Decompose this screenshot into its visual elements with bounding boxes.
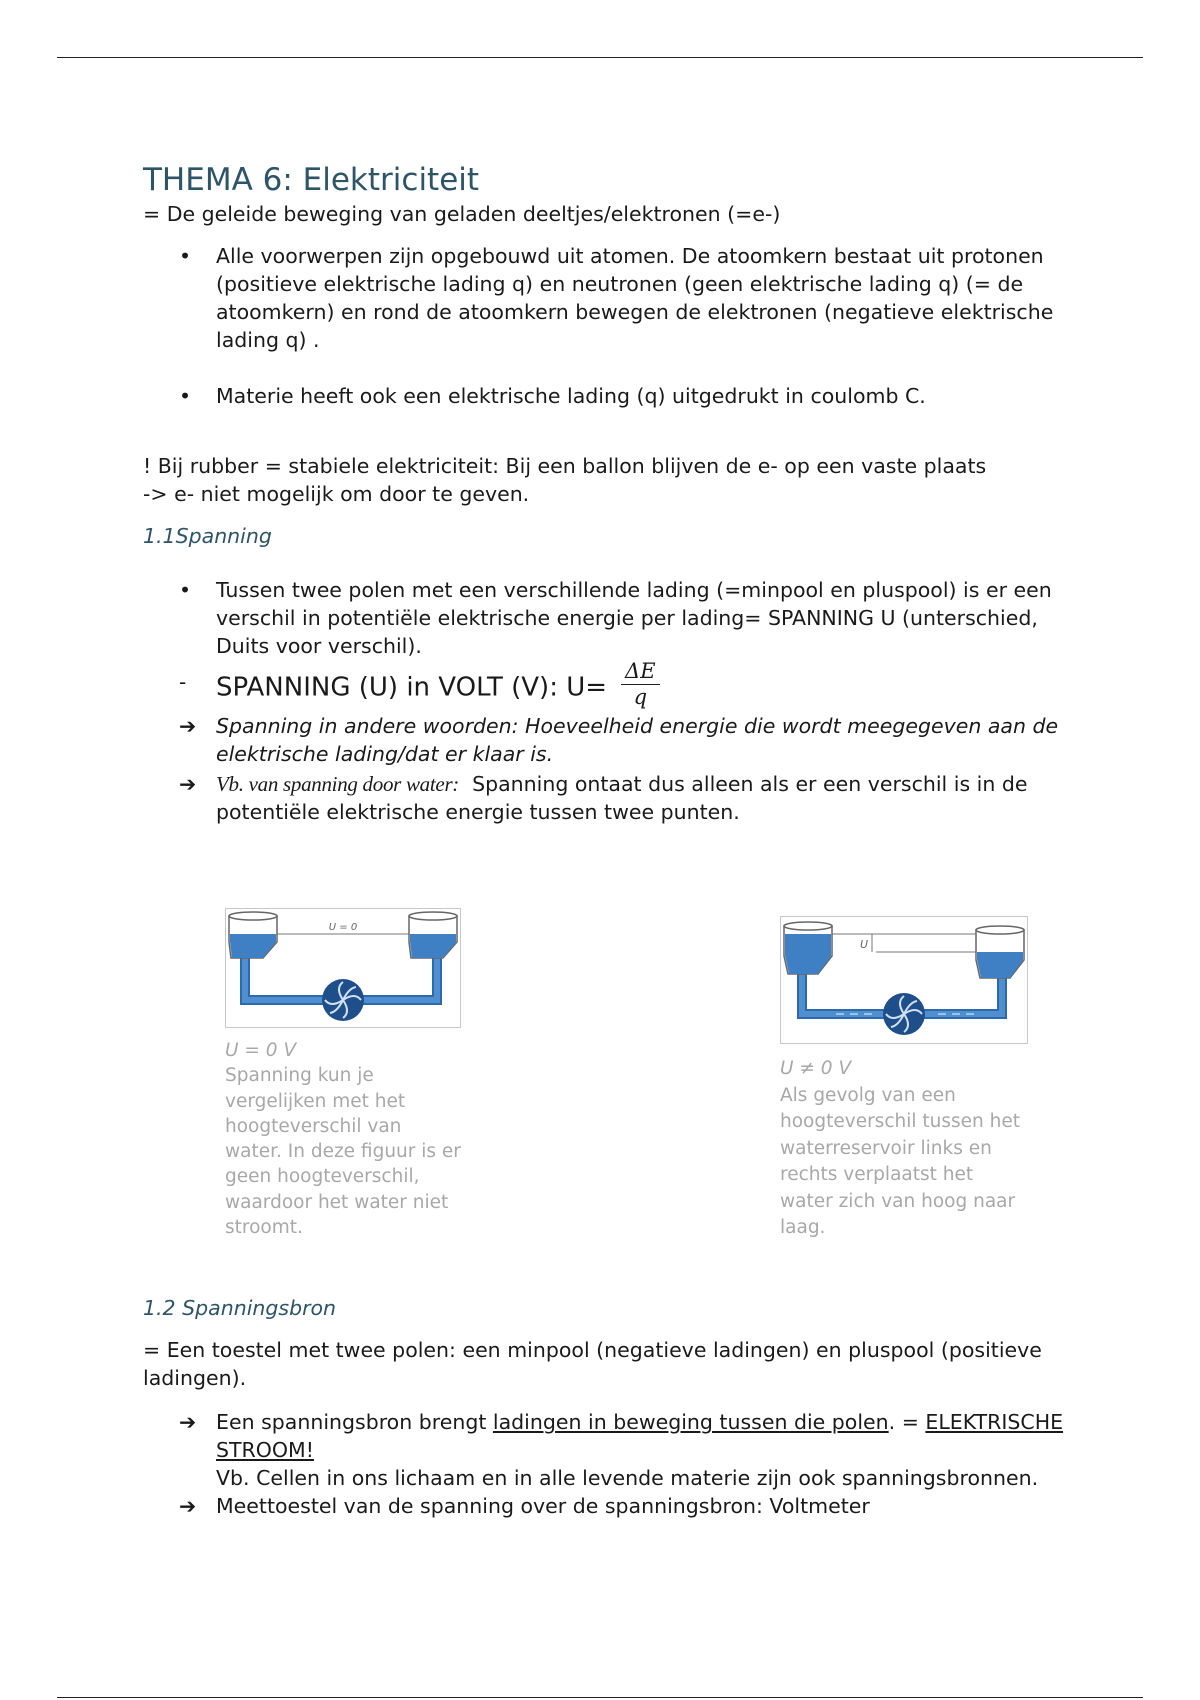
caption-text: Spanning kun je vergelijken met het hoogteverschil van water. In deze figuur is er geen hoogteverschil, waardoor het water niet stroomt. bbox=[225, 1065, 461, 1239]
figure-right-caption bbox=[780, 1056, 1028, 1242]
reservoir-left-rim bbox=[229, 912, 277, 920]
arrow-right-icon: ➔ bbox=[179, 772, 197, 796]
arrow-text-pre: Een spanningsbron brengt bbox=[216, 1410, 493, 1434]
figure-top-label: U = 0 bbox=[328, 922, 358, 933]
arrow-text: Spanning ontaat dus alleen als er een verschil is in de potentiële elektrische energie tussen twee punten. bbox=[216, 772, 1028, 824]
formula-denominator: q bbox=[633, 685, 648, 709]
formula-text: SPANNING (U) in VOLT (V): U= bbox=[216, 672, 608, 703]
arrow-text: Spanning in andere woorden: Hoeveelheid energie die wordt meegegeven aan de elektrische lading/dat er klaar is. bbox=[216, 714, 1059, 766]
bullet-dot-icon: • bbox=[179, 578, 192, 602]
water-diagram-unequal bbox=[780, 916, 1028, 1044]
water-diagram-equal bbox=[225, 908, 461, 1028]
note-line: ! Bij rubber = stabiele elektriciteit: Bij een ballon blijven de e- op een vaste plaats bbox=[143, 454, 987, 478]
arrow-item bbox=[143, 1408, 1083, 1492]
section-heading: 1.2 Spanningsbron bbox=[143, 1296, 337, 1320]
bullet-text: Materie heeft ook een elektrische lading (q) uitgedrukt in coulomb C. bbox=[216, 384, 926, 408]
underlined-text: ladingen in beweging tussen die polen bbox=[492, 1410, 889, 1434]
arrow-text-post: . = bbox=[888, 1410, 926, 1434]
arrow-right-icon: ➔ bbox=[179, 1494, 197, 1518]
dash-icon: - bbox=[179, 670, 187, 694]
figure-left bbox=[225, 908, 461, 1240]
bullet-item bbox=[143, 576, 1083, 660]
reservoir-right-rim bbox=[409, 912, 457, 920]
formula-numerator: ΔE bbox=[621, 660, 660, 685]
header-rule bbox=[57, 57, 1143, 58]
reservoir-right-rim bbox=[976, 926, 1024, 934]
formula-fraction bbox=[621, 660, 660, 708]
arrow-right-icon: ➔ bbox=[179, 714, 197, 738]
page-title: THEMA 6: Elektriciteit bbox=[143, 162, 480, 198]
formula-line bbox=[143, 659, 1083, 712]
caption-text: Als gevolg van een hoogteverschil tussen het waterreservoir links en rechts verplaatst het water zich van hoog naar laag. bbox=[780, 1084, 1020, 1238]
document-body bbox=[143, 160, 1083, 1520]
bullet-dot-icon: • bbox=[179, 384, 192, 408]
section-heading: 1.1Spanning bbox=[143, 524, 272, 548]
definition: = De geleide beweging van geladen deeltjes/elektronen (=e-) bbox=[143, 202, 781, 226]
arrow-item bbox=[143, 1492, 1083, 1520]
caption-label: U = 0 V bbox=[225, 1040, 297, 1061]
underlined-text: ELEKTRISCHE STROOM! bbox=[216, 1410, 1064, 1462]
figure-right bbox=[780, 916, 1028, 1242]
arrow-text: Meettoestel van de spanning over de spanningsbron: Voltmeter bbox=[216, 1494, 870, 1518]
figures-row bbox=[143, 908, 1083, 1278]
figure-left-caption bbox=[225, 1038, 461, 1240]
arrow-right-icon: ➔ bbox=[179, 1410, 197, 1434]
example-label: Vb. van spanning door water: bbox=[216, 772, 460, 796]
bullet-text: Alle voorwerpen zijn opgebouwd uit atomen. De atoomkern bestaat uit protonen (positieve elektrische lading q) en neutronen (geen elektrische lading q) (= de atoomkern) en rond de atoomkern bewegen de elektronen (negatieve elektrische lading q) . bbox=[216, 244, 1054, 352]
section-definition: = Een toestel met twee polen: een minpool (negatieve ladingen) en pluspool (positieve ladingen). bbox=[143, 1338, 1042, 1390]
note-line: -> e- niet mogelijk om door te geven. bbox=[143, 482, 530, 506]
bullet-dot-icon: • bbox=[179, 244, 192, 268]
example-text: Vb. Cellen in ons lichaam en in alle levende materie zijn ook spanningsbronnen. bbox=[216, 1466, 1039, 1490]
bullet-item bbox=[143, 382, 1083, 410]
arrow-item bbox=[143, 770, 1083, 826]
bullet-text: Tussen twee polen met een verschillende lading (=minpool en pluspool) is er een verschil in potentiële elektrische energie per lading= SPANNING U (unterschied, Duits voor verschil). bbox=[216, 578, 1052, 658]
footer-rule bbox=[57, 1697, 1143, 1698]
caption-label: U ≠ 0 V bbox=[780, 1058, 852, 1079]
figure-top-label: U bbox=[860, 938, 869, 951]
bullet-item bbox=[143, 242, 1083, 354]
reservoir-left-rim bbox=[784, 922, 832, 930]
arrow-item bbox=[143, 712, 1083, 768]
